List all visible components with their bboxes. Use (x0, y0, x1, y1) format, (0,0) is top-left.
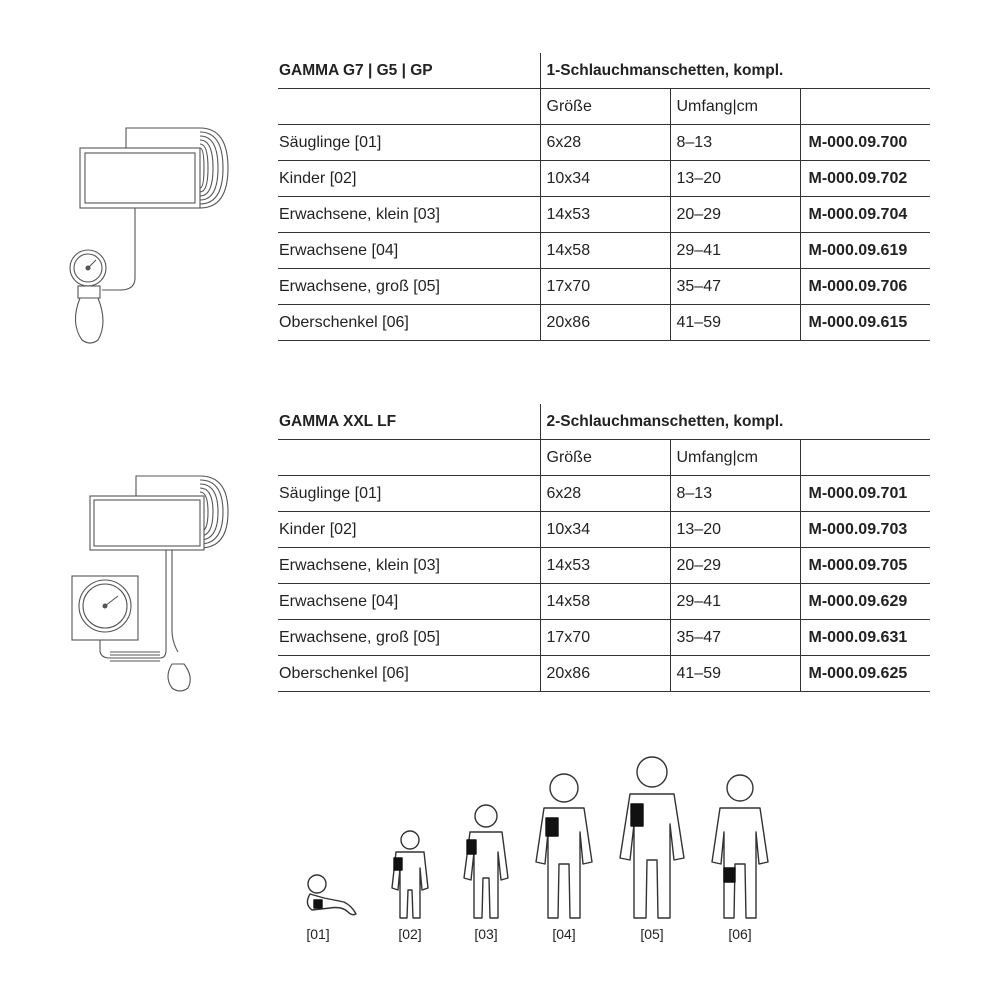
figure-label-02: [02] (398, 926, 422, 942)
table-header-row (278, 404, 930, 440)
row-label: Erwachsene [04] (278, 584, 540, 620)
row-label: Erwachsene [04] (278, 233, 540, 269)
row-range: 35–47 (670, 269, 800, 305)
circumference-column-header: Umfang|cm (670, 440, 800, 476)
youth-figure-icon (464, 805, 508, 918)
figure-label-06: [06] (728, 926, 752, 942)
table-row (278, 269, 930, 305)
row-article: M-000.09.701 (800, 476, 930, 512)
row-range: 20–29 (670, 548, 800, 584)
row-label: Säuglinge [01] (278, 476, 540, 512)
row-article: M-000.09.703 (800, 512, 930, 548)
size-column-header: Größe (540, 89, 670, 125)
row-label: Erwachsene, groß [05] (278, 269, 540, 305)
table-row (278, 584, 930, 620)
row-article: M-000.09.705 (800, 548, 930, 584)
row-size: 10x34 (540, 512, 670, 548)
row-article: M-000.09.615 (800, 305, 930, 341)
row-range: 20–29 (670, 197, 800, 233)
row-range: 41–59 (670, 305, 800, 341)
row-size: 14x53 (540, 197, 670, 233)
row-range: 8–13 (670, 125, 800, 161)
figure-label-01: [01] (306, 926, 330, 942)
row-size: 20x86 (540, 305, 670, 341)
row-size: 17x70 (540, 269, 670, 305)
table-row (278, 197, 930, 233)
row-article: M-000.09.629 (800, 584, 930, 620)
row-article: M-000.09.619 (800, 233, 930, 269)
row-article: M-000.09.702 (800, 161, 930, 197)
row-size: 14x53 (540, 548, 670, 584)
row-label: Oberschenkel [06] (278, 305, 540, 341)
table-row (278, 476, 930, 512)
row-size: 10x34 (540, 161, 670, 197)
row-article: M-000.09.631 (800, 620, 930, 656)
row-article: M-000.09.700 (800, 125, 930, 161)
row-range: 13–20 (670, 512, 800, 548)
row-label: Säuglinge [01] (278, 125, 540, 161)
row-range: 29–41 (670, 233, 800, 269)
figure-label-03: [03] (474, 926, 498, 942)
table-row (278, 233, 930, 269)
adult-figure-icon (536, 774, 592, 918)
row-label: Kinder [02] (278, 161, 540, 197)
row-size: 14x58 (540, 233, 670, 269)
column-header-row (278, 440, 930, 476)
thigh-figure-icon (712, 775, 768, 918)
table-row (278, 620, 930, 656)
desktop-sphygmomanometer-icon (60, 472, 240, 702)
handheld-sphygmomanometer-icon (60, 118, 240, 358)
row-label: Oberschenkel [06] (278, 656, 540, 692)
circumference-column-header: Umfang|cm (670, 89, 800, 125)
row-label: Erwachsene, klein [03] (278, 197, 540, 233)
figure-label-04: [04] (552, 926, 576, 942)
cuff-table-single-tube (278, 53, 930, 341)
child-figure-icon (392, 831, 428, 918)
figure-label-05: [05] (640, 926, 664, 942)
row-range: 41–59 (670, 656, 800, 692)
table-row (278, 512, 930, 548)
row-size: 6x28 (540, 476, 670, 512)
cuff-position-figures (290, 748, 770, 948)
row-range: 13–20 (670, 161, 800, 197)
row-article: M-000.09.625 (800, 656, 930, 692)
row-label: Erwachsene, klein [03] (278, 548, 540, 584)
cuff-table-double-tube (278, 404, 930, 692)
model-name: GAMMA G7 | G5 | GP (278, 53, 540, 89)
row-size: 14x58 (540, 584, 670, 620)
cuff-description: 1-Schlauchmanschetten, kompl. (540, 53, 930, 89)
size-column-header: Größe (540, 440, 670, 476)
model-name: GAMMA XXL LF (278, 404, 540, 440)
large-adult-figure-icon (620, 757, 684, 918)
infant-figure-icon (307, 875, 356, 915)
row-article: M-000.09.704 (800, 197, 930, 233)
column-header-row (278, 89, 930, 125)
cuff-description: 2-Schlauchmanschetten, kompl. (540, 404, 930, 440)
row-article: M-000.09.706 (800, 269, 930, 305)
row-label: Kinder [02] (278, 512, 540, 548)
table-row (278, 125, 930, 161)
row-size: 20x86 (540, 656, 670, 692)
table-row (278, 305, 930, 341)
table-row (278, 161, 930, 197)
table-header-row (278, 53, 930, 89)
row-range: 35–47 (670, 620, 800, 656)
row-size: 17x70 (540, 620, 670, 656)
row-size: 6x28 (540, 125, 670, 161)
table-row (278, 656, 930, 692)
table-row (278, 548, 930, 584)
row-label: Erwachsene, groß [05] (278, 620, 540, 656)
row-range: 29–41 (670, 584, 800, 620)
row-range: 8–13 (670, 476, 800, 512)
